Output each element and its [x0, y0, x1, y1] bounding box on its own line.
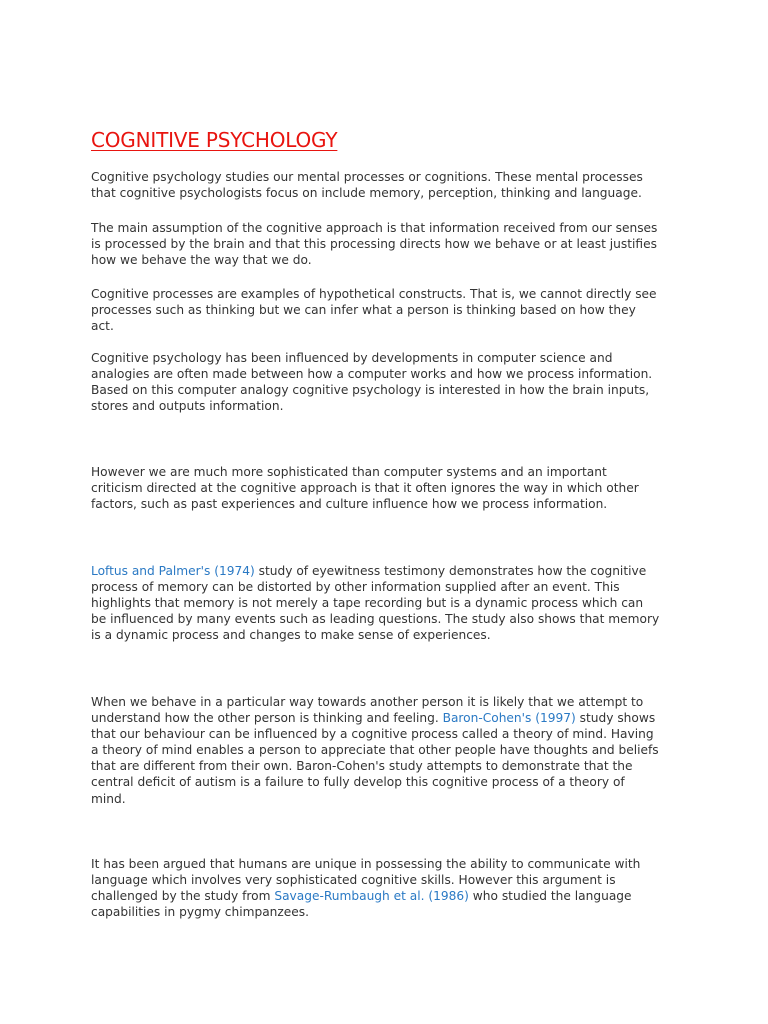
paragraph-loftus-palmer [91, 563, 683, 643]
text-line: language which involves very sophisticated cognitive skills. However this argument is [91, 873, 616, 888]
paragraph-language [91, 856, 683, 920]
text-line: Cognitive psychology has been influenced by developments in computer science and [91, 351, 613, 365]
baron-cohen-link[interactable]: Baron-Cohen's (1997) [442, 711, 576, 726]
text-line: analogies are often made between how a computer works and how we process information. [91, 367, 653, 382]
paragraph-theory-of-mind [91, 694, 683, 807]
text-line: processes such as thinking but we can infer what a person is thinking based on how they [91, 303, 636, 318]
text-line: When we behave in a particular way towards another person it is likely that we attempt to [91, 695, 644, 709]
loftus-palmer-link[interactable]: Loftus and Palmer's (1974) [91, 564, 255, 578]
text-line [91, 563, 683, 579]
text-line: is a dynamic process and changes to make sense of experiences. [91, 628, 491, 643]
text-line: that are different from their own. Baron-Cohen's study attempts to demonstrate that the [91, 759, 633, 774]
text-fragment: who studied the language [468, 889, 632, 904]
text-line: criticism directed at the cognitive approach is that it often ignores the way in which other [91, 481, 639, 496]
text-line: that cognitive psychologists focus on include memory, perception, thinking and language. [91, 186, 642, 201]
text-line: a theory of mind enables a person to appreciate that other people have thoughts and beliefs [91, 743, 659, 758]
text-line [91, 710, 683, 726]
text-line [91, 888, 683, 904]
paragraph-computer-analogy [91, 350, 683, 414]
text-line: The main assumption of the cognitive approach is that information received from our senses [91, 221, 658, 235]
text-line: mind. [91, 791, 126, 806]
text-fragment: understand how the other person is thinking and feeling. [91, 711, 443, 726]
text-line: Cognitive processes are examples of hypothetical constructs. That is, we cannot directly see [91, 287, 657, 301]
text-line: is processed by the brain and that this processing directs how we behave or at least justifies [91, 237, 657, 252]
text-line: stores and outputs information. [91, 399, 284, 414]
paragraph-hypothetical-constructs [91, 286, 683, 334]
savage-rumbaugh-link[interactable]: Savage-Rumbaugh et al. (1986) [274, 889, 469, 904]
text-fragment: challenged by the study from [91, 889, 275, 904]
text-line: Cognitive psychology studies our mental processes or cognitions. These mental processes [91, 170, 643, 184]
text-line: It has been argued that humans are unique in possessing the ability to communicate with [91, 857, 641, 871]
paragraph-main-assumption [91, 220, 683, 268]
paragraph-criticism [91, 464, 683, 512]
text-line: be influenced by many events such as leading questions. The study also shows that memory [91, 612, 660, 627]
text-line: how we behave the way that we do. [91, 253, 312, 268]
text-line: central deficit of autism is a failure to fully develop this cognitive process of a theory of [91, 775, 625, 790]
text-fragment: study of eyewitness testimony demonstrates how the cognitive [254, 564, 647, 578]
text-line: highlights that memory is not merely a tape recording but is a dynamic process which can [91, 596, 644, 611]
text-line: that our behaviour can be influenced by a cognitive process called a theory of mind. Having [91, 727, 654, 742]
text-fragment: study shows [575, 711, 656, 726]
text-line: act. [91, 319, 114, 334]
text-line: However we are much more sophisticated than computer systems and an important [91, 465, 607, 479]
text-line: Based on this computer analogy cognitive psychology is interested in how the brain inputs, [91, 383, 650, 398]
text-line: capabilities in pygmy chimpanzees. [91, 905, 310, 920]
paragraph-intro [91, 169, 683, 201]
text-line: process of memory can be distorted by other information supplied after an event. This [91, 580, 620, 595]
page-title: COGNITIVE PSYCHOLOGY [91, 128, 338, 152]
text-line: factors, such as past experiences and culture influence how we process information. [91, 497, 608, 512]
